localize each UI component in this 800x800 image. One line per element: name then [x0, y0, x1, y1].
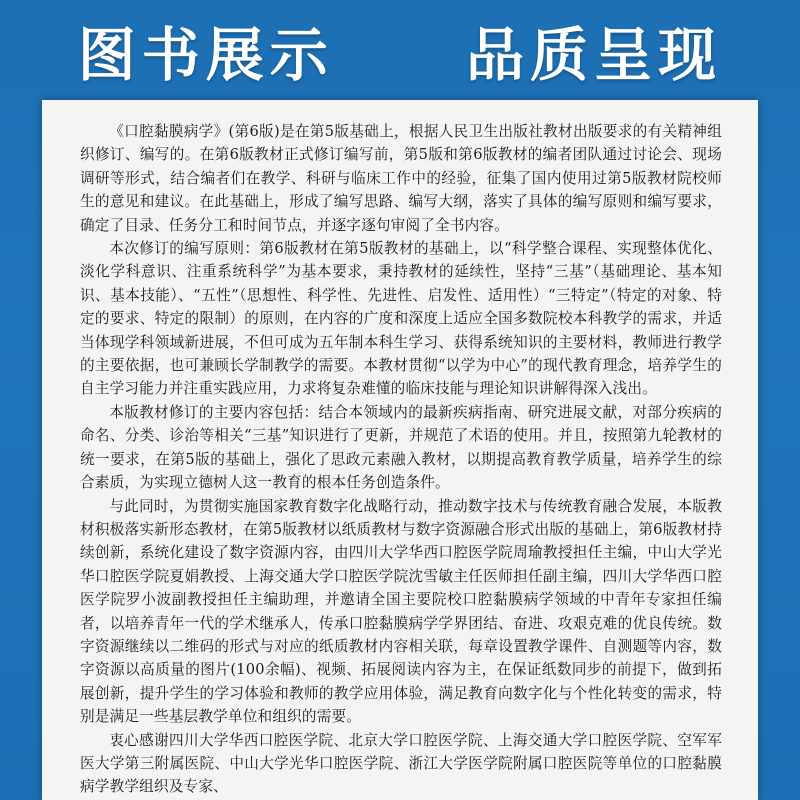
- page-text-body: [80, 120, 722, 799]
- paragraph-4: 与此同时，为贯彻实施国家教育数字化战略行动，推动数字技术与传统教育融合发展，本版教材积极落实新形态教材，在第5版教材以纸质教材与数字资源融合形式出版的基础上，第6版教材持续创新，系统化建设了数字资源内容，由四川大学华西口腔医学院周瑜教授担任主编，中山大学光华口腔医学院夏娟教授、上海交通大学口腔医学院沈雪敏主任医师担任副主编，四川大学华西口腔医学院罗小波副教授担任主编助理，并邀请全国主要院校口腔黏膜病学领域的中青年专家担任编者，以培养青年一代的学术继承人，传承口腔黏膜病学学界团结、奋进、攻艰克难的优良传统。数字资源继续以二维码的形式与对应的纸质教材内容相关联，每章设置教学课件、自测题等内容，数字资源以高质量的图片(100余幅)、视频、拓展阅读内容为主，在保证纸数同步的前提下，做到拓展创新，提升学生的学习体验和教师的教学应用体验，满足教育向数字化与个性化转变的需求，特别是满足一些基层教学单位和组织的需要。: [80, 497, 722, 726]
- book-page: [42, 100, 758, 800]
- paragraph-1: 《口腔黏膜病学》(第6版)是在第5版基础上，根据人民卫生出版社教材出版要求的有关精神组织修订、编写的。在第6版教材正式修订编写前，第5版和第6版教材的编者团队通过讨论会、现场调研等形式，结合编者们在教学、科研与临床工作中的经验，征集了国内使用过第5版教材院校师生的意见和建议。在此基础上，形成了编写思路、编写大纲，落实了具体的编写原则和编写要求，确定了目录、任务分工和时间节点，并逐字逐句审阅了全书内容。: [80, 123, 722, 234]
- paragraph-2: 本次修订的编写原则：第6版教材在第5版教材的基础上，以“科学整合课程、实现整体优化、淡化学科意识、注重系统科学”为基本要求，秉持教材的延续性，坚持“三基”（基础理论、基本知识、基本技能）、“五性”（思想性、科学性、先进性、启发性、适用性）“三特定”（特定的对象、特定的要求、特定的限制）的原则，在内容的广度和深度上适应全国多数院校本科教学的需求，并适当体现学科领域新进展，不但可成为五年制本科生学习、获得系统知识的主要材料，教师进行教学的主要依据，也可兼顾长学制教学的需要。本教材贯彻“以学为中心”的现代教育理念，培养学生的自主学习能力并注重实践应用，力求将复杂难懂的临床技能与理论知识讲解得深入浅出。: [80, 240, 722, 398]
- banner-title: 图书展示 品质呈现: [77, 21, 723, 89]
- header-banner: [0, 0, 800, 100]
- paragraph-5: 衷心感谢四川大学华西口腔医学院、北京大学口腔医学院、上海交通大学口腔医学院、空军军医大学第三附属医院、中山大学光华口腔医学院、浙江大学医学院附属口腔医院等单位的口腔黏膜病学教学组织及专家、: [80, 731, 722, 796]
- paragraph-3: 本版教材修订的主要内容包括：结合本领域内的最新疾病指南、研究进展文献，对部分疾病的命名、分类、诊治等相关“三基”知识进行了更新，并规范了术语的使用。并且，按照第九轮教材的统一要求，在第5版的基础上，强化了思政元素融入教材，以期提高教育教学质量，培养学生的综合素质，为实现立德树人这一教育的根本任务创造条件。: [80, 403, 722, 492]
